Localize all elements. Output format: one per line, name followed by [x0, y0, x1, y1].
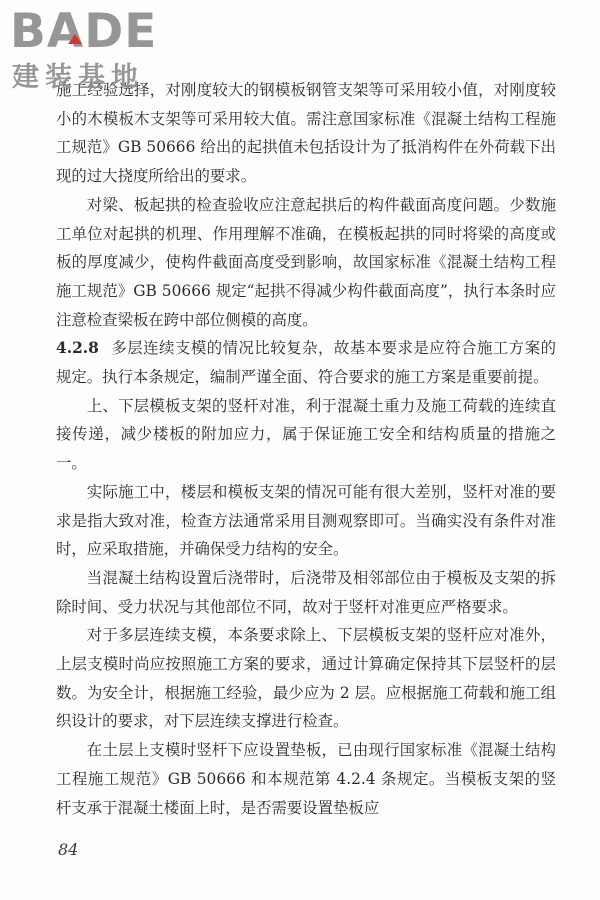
- paragraph: 对梁、板起拱的检查验收应注意起拱后的构件截面高度问题。少数施工单位对起拱的机理、作用理解不准确，在模板起拱的同时将梁的高度或板的厚度减少，使构件截面高度受到影响，故国家标准《混凝土结构工程施工规范》GB 50666 规定“起拱不得减少构件截面高度”，执行本条时应注意检查梁板在跨中部位侧模的高度。: [56, 195, 556, 329]
- clause-paragraph: [56, 334, 556, 391]
- paragraph: 在土层上支模时竖杆下应设置垫板，已由现行国家标准《混凝土结构工程施工规范》GB 50666 和本规范第 4.2.4 条规定。当模板支架的竖杆支承于混凝土楼面上时，是否需要设置垫板应: [56, 741, 556, 817]
- watermark-brand-text: BADE: [10, 4, 158, 59]
- body-text: [56, 76, 556, 822]
- watermark-subtitle-text: 建装基地: [12, 62, 144, 93]
- bade-watermark-logo: [6, 6, 176, 98]
- paragraph: 上、下层模板支架的竖杆对准，利于混凝土重力及施工荷载的连续直接传递，减少楼板的附加应力，属于保证施工安全和结构质量的措施之一。: [56, 396, 556, 473]
- watermark-accent-icon: [68, 34, 82, 44]
- page-number: 84: [58, 840, 79, 859]
- clause-number: 4.2.8: [56, 339, 99, 358]
- paragraph: 实际施工中，楼层和模板支架的情况可能有很大差别，竖杆对准的要求是指大致对准，检查方法通常采用目测观察即可。当确实没有条件对准时，应采取措施，并确保受力结构的安全。: [56, 482, 556, 559]
- paragraph-continuation: 施工经验选择，对刚度较大的钢模板钢管支架等可采用较小值，对刚度较小的木模板木支架等可采用较大值。需注意国家标准《混凝土结构工程施工规范》GB 50666 给出的起拱值未包括设计为了抵消构件在外荷载下出现的过大挠度所给出的要求。: [56, 81, 556, 186]
- paragraph: 对于多层连续支模，本条要求除上、下层模板支架的竖杆应对准外，上层支模时尚应按照施工方案的要求，通过计算确定保持其下层竖杆的层数。为安全计，根据施工经验，最少应为 2 层。应根据施工荷载和施工组织设计的要求，对下层连续支撑进行检查。: [56, 626, 556, 731]
- paragraph: 当混凝土结构设置后浇带时，后浇带及相邻部位由于模板及支架的拆除时间、受力状况与其他部位不同，故对于竖杆对准更应严格要求。: [56, 568, 556, 616]
- clause-text: 多层连续支模的情况比较复杂，故基本要求是应符合施工方案的规定。执行本条规定，编制严谨全面、符合要求的施工方案是重要前提。: [56, 339, 556, 387]
